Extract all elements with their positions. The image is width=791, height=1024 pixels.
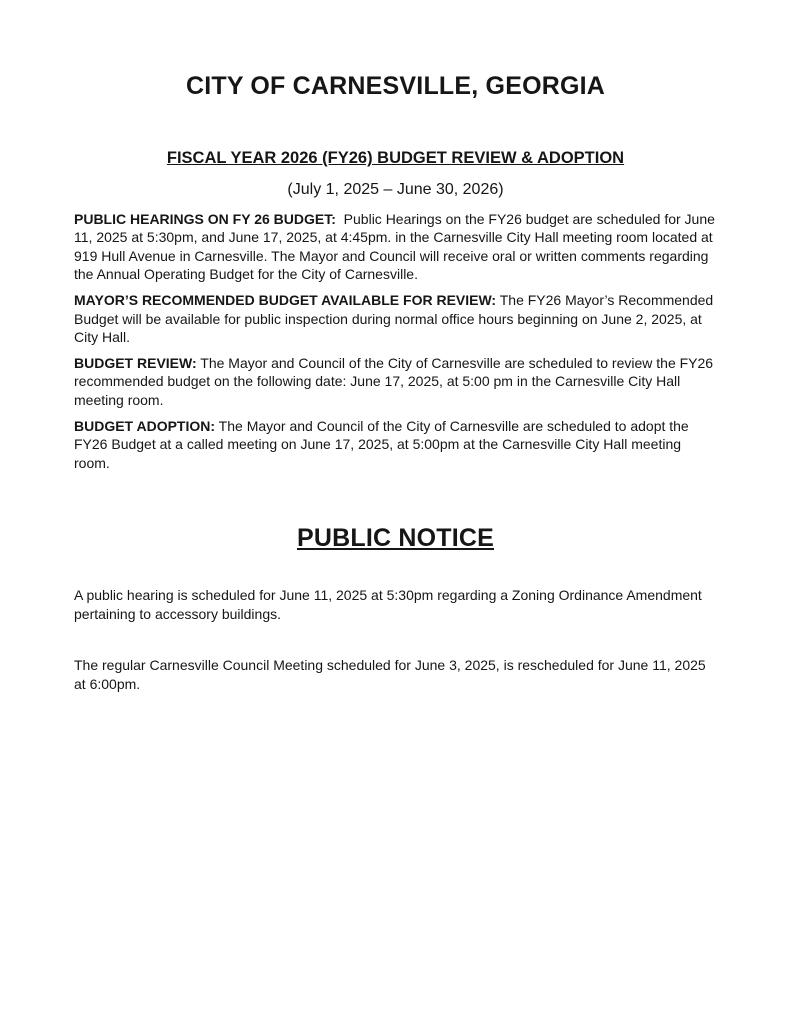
document-subtitle: FISCAL YEAR 2026 (FY26) BUDGET REVIEW & ADOPTION bbox=[166, 149, 625, 168]
fiscal-year-date-range: (July 1, 2025 – June 30, 2026) bbox=[287, 181, 504, 199]
section-budget-adoption bbox=[74, 417, 717, 473]
notice-council-meeting-reschedule: The regular Carnesville Council Meeting scheduled for June 3, 2025, is rescheduled for June 11, 2025 at 6:00pm. bbox=[74, 657, 706, 692]
section-public-hearings-text: Public Hearings on the FY26 budget are scheduled for June 11, 2025 at 5:30pm, and June 17, 2025, at 4:45pm. in the Carnesville City Hall meeting room located at 919 Hull Avenue in Carnesville. The Mayor and Council will receive oral or written comments regarding the Annual Operating Budget for the City of Carnesville. bbox=[74, 210, 719, 283]
section-public-hearings bbox=[74, 210, 717, 284]
section-mayors-recommended-budget bbox=[74, 291, 717, 347]
section-mayors-recommended-budget-text: The FY26 Mayor’s Recommended Budget will be available for public inspection during normal office hours beginning on June 2, 2025, at City Hall. bbox=[74, 291, 718, 346]
public-notice-heading: PUBLIC NOTICE bbox=[296, 524, 495, 553]
section-budget-adoption-text: The Mayor and Council of the City of Carnesville are scheduled to adopt the FY26 Budget at a called meeting on June 17, 2025, at 5:00pm at the Carnesville City Hall meeting room. bbox=[74, 417, 693, 471]
section-public-hearings-label: PUBLIC HEARINGS ON FY 26 BUDGET: bbox=[74, 210, 336, 227]
section-budget-review-text: The Mayor and Council of the City of Carnesville are scheduled to review the FY26 recommended budget on the following date: June 17, 2025, at 5:00 pm in the Carnesville City Hall meeting room. bbox=[74, 354, 717, 408]
notice-zoning-hearing: A public hearing is scheduled for June 11, 2025 at 5:30pm regarding a Zoning Ordinance Amendment pertaining to accessory buildings. bbox=[74, 587, 702, 622]
section-budget-adoption-label: BUDGET ADOPTION: bbox=[74, 417, 216, 434]
section-budget-review-label: BUDGET REVIEW: bbox=[74, 354, 197, 371]
section-budget-review bbox=[74, 354, 717, 410]
document-title: CITY OF CARNESVILLE, GEORGIA bbox=[185, 72, 606, 100]
section-mayors-recommended-budget-label: MAYOR’S RECOMMENDED BUDGET AVAILABLE FOR REVIEW: bbox=[74, 291, 497, 308]
